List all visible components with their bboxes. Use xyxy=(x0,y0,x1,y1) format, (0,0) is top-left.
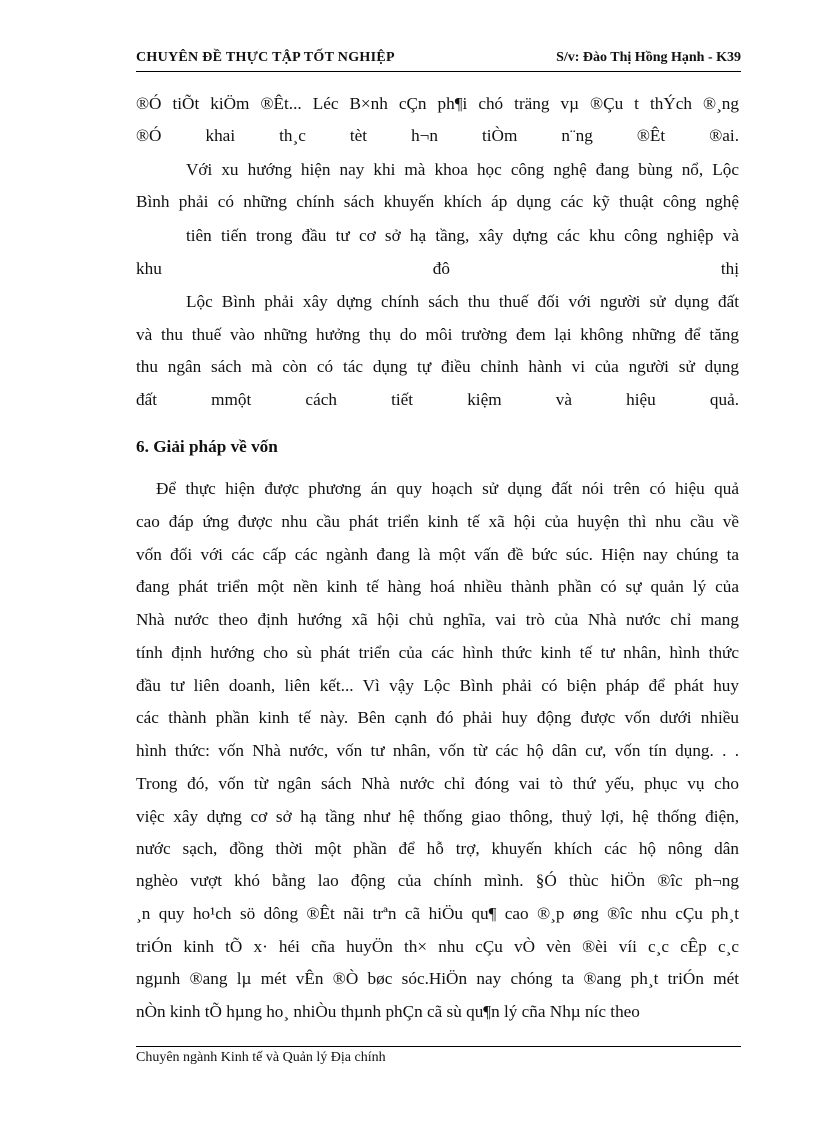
text-line: Nhà nước theo định hướng xã hội chủ nghĩa, vai trò của Nhà nước chỉ mang xyxy=(136,610,739,629)
text-line: triÓn kinh tÕ x· héi cña huyÖn th× nhu cÇu vÒ vèn ®èi víi c¸c cÊp c¸c xyxy=(136,937,739,956)
page-header xyxy=(136,47,741,72)
text-line: đất mmột cách tiết kiệm và hiệu quả. xyxy=(136,390,739,409)
text-line: nÒn kinh tÕ hµng ho¸ nhiÒu thµnh phÇn cã sù qu¶n lý cña Nhµ níc theo xyxy=(136,1002,640,1021)
text-line: ngµnh ®ang lµ mét vÊn ®Ò bøc sóc.HiÖn nay chóng ta ®ang ph¸t triÓn mét xyxy=(136,969,739,988)
text-line: cao đáp ứng được nhu cầu phát triển kinh tế xã hội của huyện thì nhu cầu về xyxy=(136,512,739,531)
text-line: nước sạch, đồng thời một phần để hỗ trợ, khuyến khích các hộ nông dân xyxy=(136,839,739,858)
text-line: Trong đó, vốn từ ngân sách Nhà nước chỉ đóng vai tò thứ yếu, phục vụ cho xyxy=(136,774,739,793)
text-line: khu đô thị xyxy=(136,259,739,278)
text-line: tính định hướng cho sù phát triển của các hình thức kinh tế tư nhân, hình thức xyxy=(136,643,739,662)
text-line: đầu tư liên doanh, liên kết... Vì vậy Lộc Bình phải có biện pháp để phát huy xyxy=(136,676,739,695)
page-footer: Chuyên ngành Kinh tế và Quản lý Địa chính xyxy=(136,1050,386,1065)
text-line: tiên tiến trong đầu tư cơ sở hạ tầng, xây dựng các khu công nghiệp và xyxy=(186,226,739,245)
text-line: ®Ó tiÕt kiÖm ®Êt... Léc B×nh cÇn ph¶i chó träng vµ ®Çu t thÝch ®¸ng xyxy=(136,94,739,113)
text-line: việc xây dựng cơ sở hạ tầng như hệ thống giao thông, thuỷ lợi, hệ thống điện, xyxy=(136,807,739,826)
text-line: nghèo vượt khó bằng lao động của chính mình. §Ó thùc hiÖn ®îc ph¬ng xyxy=(136,871,739,890)
text-line: các thành phần kinh tế này. Bên cạnh đó phải huy động được vốn dưới nhiều xyxy=(136,708,739,727)
text-line: đang phát triển một nền kinh tế hàng hoá nhiều thành phần có sự quản lý của xyxy=(136,577,739,596)
text-line: và thu thuế vào những hưởng thụ do môi trường đem lại không những để tăng xyxy=(136,325,739,344)
text-line: Bình phải có những chính sách khuyến khích áp dụng các kỹ thuật công nghệ xyxy=(136,192,739,211)
text-line: Để thực hiện được phương án quy hoạch sử dụng đất nói trên có hiệu quả xyxy=(156,479,739,498)
text-line: ¸n quy ho¹ch sö dông ®Êt nãi trªn cã hiÖu qu¶ cao ®¸p øng ®îc nhu cÇu ph¸t xyxy=(136,904,739,923)
header-title: CHUYÊN ĐỀ THỰC TẬP TỐT NGHIỆP xyxy=(136,50,395,65)
footer-rule xyxy=(136,1046,741,1047)
text-line: thu ngân sách mà còn có tác dụng tự điều chỉnh hành vi của người sử dụng xyxy=(136,357,739,376)
text-line: Với xu hướng hiện nay khi mà khoa học công nghệ đang bùng nổ, Lộc xyxy=(186,160,739,179)
text-line: hình thức: vốn Nhà nước, vốn tư nhân, vốn từ các hộ dân cư, vốn tín dụng. . . xyxy=(136,741,739,760)
text-line: vốn đối với các cấp các ngành đang là một vấn đề bức súc. Hiện nay chúng ta xyxy=(136,545,739,564)
text-line: Lộc Bình phải xây dựng chính sách thu thuế đối với người sử dụng đất xyxy=(186,292,739,311)
text-line: ®Ó khai th¸c tèt h¬n tiÒm n¨ng ®Êt ®ai. xyxy=(136,126,739,145)
section-heading: 6. Giải pháp về vốn xyxy=(136,437,278,456)
header-author: S/v: Đào Thị Hồng Hạnh - K39 xyxy=(556,50,741,65)
